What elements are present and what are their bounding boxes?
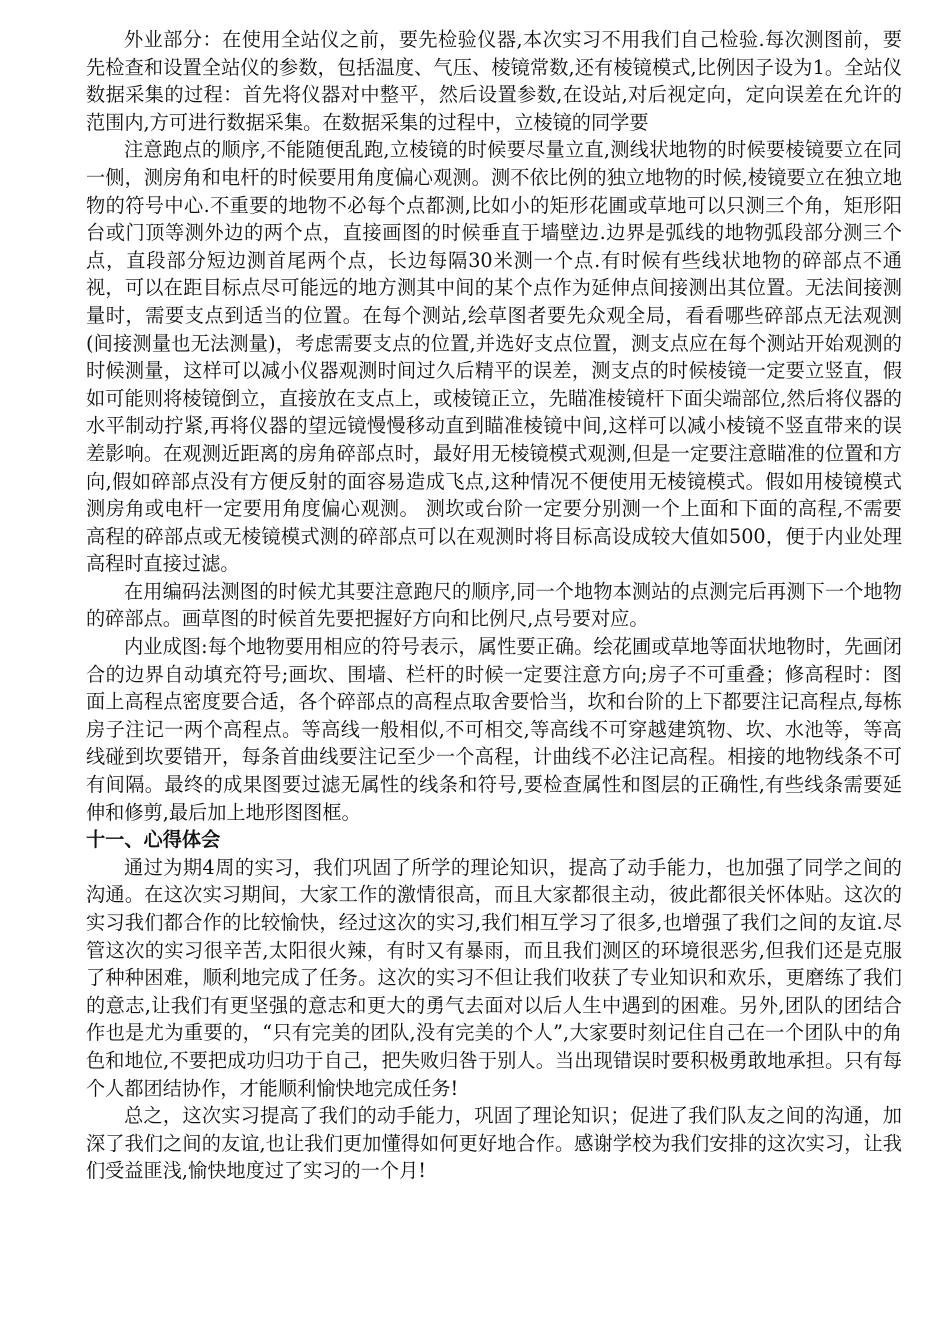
document-page	[86, 26, 902, 1185]
paragraph-office-mapping: 内业成图:每个地物要用相应的符号表示，属性要正确。绘花圃或草地等面状地物时，先画闭合的边界自动填充符号;画坎、围墙、栏杆的时候一定要注意方向;房子不可重叠；修高程时：图面上高程点密度要合适，各个碎部点的高程点取舍要恰当，坎和台阶的上下都要注记高程点,每栋房子注记一两个高程点。等高线一般相似,不可相交,等高线不可穿越建筑物、坎、水池等，等高线碰到坎要错开，每条首曲线要注记至少一个高程，计曲线不必注记高程。相接的地物线条不可有间隔。最终的成果图要过滤无属性的线条和符号,要检查属性和图层的正确性,有些线条需要延伸和修剪,最后加上地形图图框。	[86, 635, 902, 824]
paragraph-reflection: 通过为期4周的实习，我们巩固了所学的理论知识，提高了动手能力，也加强了同学之间的沟通。在这次实习期间，大家工作的激情很高，而且大家都很主动，彼此都很关怀体贴。这次的实习我们都合作的比较愉快，经过这次的实习,我们相互学习了很多,也增强了我们之间的友谊.尽管这次的实习很辛苦,太阳很火辣，有时又有暴雨，而且我们测区的环境很恶劣,但我们还是克服了种种困难，顺利地完成了任务。这次的实习不但让我们收获了专业知识和欢乐，更磨练了我们的意志,让我们有更坚强的意志和更大的勇气去面对以后人生中遇到的困难。另外,团队的团结合作也是尤为重要的，“只有完美的团队,没有完美的个人”,大家要时刻记住自己在一个团队中的角色和地位,不要把成功归功于自己，把失败归咎于别人。当出现错误时要积极勇敢地承担。只有每个人都团结协作，才能顺利愉快地完成任务!	[86, 855, 902, 1100]
paragraph-conclusion: 总之，这次实习提高了我们的动手能力，巩固了理论知识；促进了我们队友之间的沟通，加深了我们之间的友谊,也让我们更加懂得如何更好地合作。感谢学校为我们安排的这次实习，让我们受益匪浅,愉快地度过了实习的一个月!	[86, 1104, 902, 1183]
paragraph-coding-method: 在用编码法测图的时候尤其要注意跑尺的顺序,同一个地物本测站的点测完后再测下一个地物的碎部点。画草图的时候首先要把握好方向和比例尺,点号要对应。	[86, 579, 902, 631]
paragraph-survey-notes: 注意跑点的顺序,不能随便乱跑,立棱镜的时候要尽量立直,测线状地物的时候要棱镜要立在同一侧，测房角和电杆的时候要用角度偏心观测。测不依比例的独立地物的时候,棱镜要立在独立地物的符号中心.不重要的地物不必每个点都测,比如小的矩形花圃或草地可以只测三个角，矩形阳台或门顶等测外边的两个点，直接画图的时候垂直于墙壁边.边界是弧线的地物弧段部分测三个点，直段部分短边测首尾两个点，长边每隔30米测一个点.有时候有些线状地物的碎部点不通视，可以在距目标点尽可能远的地方测其中间的某个点作为延伸点间接测出其位置。无法间接测量时，需要支点到适当的位置。在每个测站,绘草图者要先众观全局，看看哪些碎部点无法观测(间接测量也无法测量)，考虑需要支点的位置,并选好支点位置，测支点应在每个测站开始观测的时候测量，这样可以减小仪器观测时间过久后精平的误差，测支点的时候棱镜一定要立竖直，假如可能则将棱镜倒立，直接放在支点上，或棱镜正立，先瞄准棱镜杆下面尖端部位,然后将仪器的水平制动拧紧,再将仪器的望远镜慢慢移动直到瞄准棱镜中间,这样可以减小棱镜不竖直带来的误差影响。在观测近距离的房角碎部点时，最好用无棱镜模式观测,但是一定要注意瞄准的位置和方向,假如碎部点没有方便反射的面容易造成飞点,这种情况不便使用无棱镜模式。假如用棱镜模式测房角或电杆一定要用角度偏心观测。 测坎或台阶一定要分别测一个上面和下面的高程,不需要高程的碎部点或无棱镜模式测的碎部点可以在观测时将目标高设成较大值如500，便于内业处理高程时直接过滤。	[86, 138, 902, 576]
paragraph-field-work: 外业部分：在使用全站仪之前，要先检验仪器,本次实习不用我们自己检验.每次测图前，要先检查和设置全站仪的参数，包括温度、气压、棱镜常数,还有棱镜模式,比例因子设为1。全站仪数据采集的过程：首先将仪器对中整平，然后设置参数,在设站,对后视定向，定向误差在允许的范围内,方可进行数据采集。在数据采集的过程中，立棱镜的同学要	[86, 28, 902, 134]
section-heading: 十一、心得体会	[86, 828, 221, 852]
